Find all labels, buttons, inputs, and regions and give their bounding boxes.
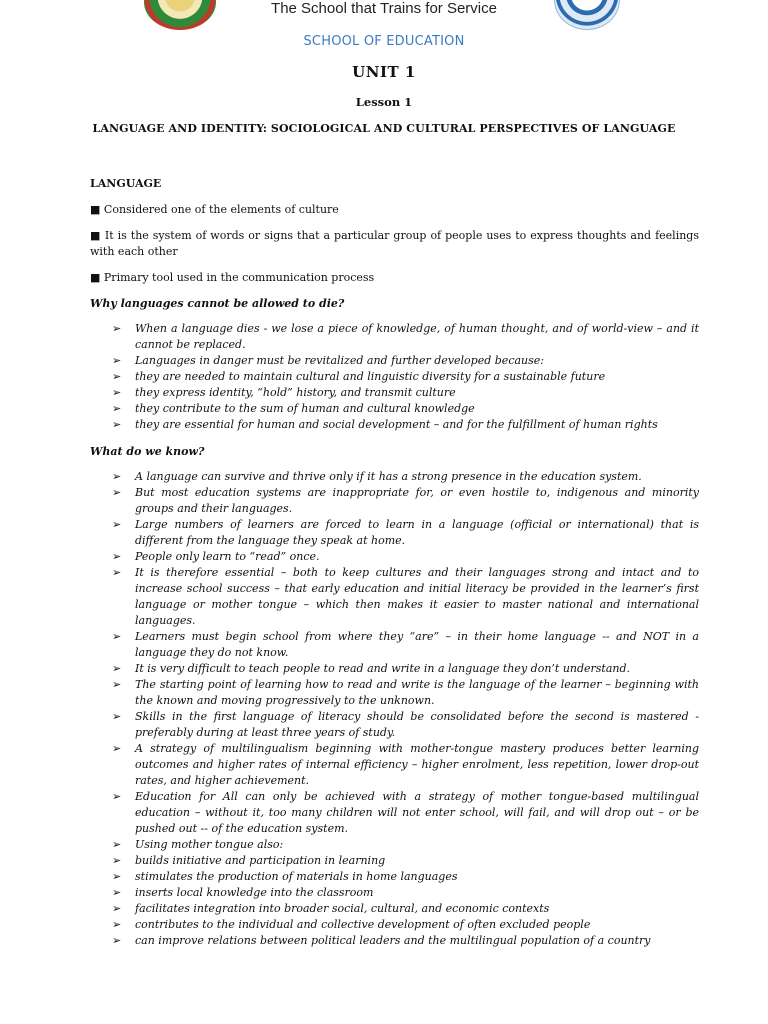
arrow-bullet-icon: ➢ xyxy=(112,838,122,851)
arrow-bullet-icon: ➢ xyxy=(112,486,122,499)
document-body xyxy=(90,176,699,960)
language-point: ■ Considered one of the elements of culture xyxy=(90,203,339,216)
square-bullet-icon: ■ xyxy=(90,271,101,284)
arrow-bullet-icon: ➢ xyxy=(112,322,122,335)
list-item: ➢ It is very difficult to teach people to read and write in a language they don’t understand. xyxy=(112,662,631,675)
arrow-bullet-icon: ➢ xyxy=(112,550,122,563)
arrow-bullet-icon: ➢ xyxy=(112,354,122,367)
arrow-bullet-icon: ➢ xyxy=(112,630,122,643)
arrow-bullet-icon: ➢ xyxy=(112,854,122,867)
list-item: ➢ Education for All can only be achieved with a strategy of mother tongue-based multilingual education – without it, too many children will not enter school, will fail, and will drop out – or be pushed out -- of the education system. xyxy=(112,790,699,835)
lesson-heading: Lesson 1 xyxy=(355,95,413,109)
facts-list xyxy=(90,469,699,949)
arrow-bullet-icon: ➢ xyxy=(112,566,122,579)
arrow-bullet-icon: ➢ xyxy=(112,886,122,899)
question-heading: What do we know? xyxy=(90,445,205,458)
language-point: ■ Primary tool used in the communication process xyxy=(90,271,375,284)
arrow-bullet-icon: ➢ xyxy=(112,934,122,947)
list-item: ➢ A language can survive and thrive only if it has a strong presence in the education system. xyxy=(112,470,642,483)
list-item: ➢ contributes to the individual and collective development of often excluded people xyxy=(112,918,591,931)
document-header xyxy=(0,0,768,32)
arrow-bullet-icon: ➢ xyxy=(112,710,122,723)
square-bullet-icon: ■ xyxy=(90,203,101,216)
arrow-bullet-icon: ➢ xyxy=(112,518,122,531)
list-item: ➢ they are essential for human and social development – and for the fulfillment of human rights xyxy=(112,418,658,431)
school-of-education-logo xyxy=(554,0,620,30)
list-item: ➢ Learners must begin school from where they “are” – in their home language -- and NOT in a language they do not know. xyxy=(112,630,699,659)
list-item: ➢ stimulates the production of materials in home languages xyxy=(112,870,458,883)
arrow-bullet-icon: ➢ xyxy=(112,370,122,383)
list-item: ➢ Languages in danger must be revitalized and further developed because: xyxy=(112,354,544,367)
list-item: ➢ The starting point of learning how to read and write is the language of the learner – beginning with the known and moving progressively to the unknown. xyxy=(112,678,699,707)
list-item: ➢ builds initiative and participation in learning xyxy=(112,854,386,867)
list-item: ➢ A strategy of multilingualism beginning with mother-tongue mastery produces better learning outcomes and higher rates of internal efficiency – higher enrolment, less repetition, lower drop-out rates, and higher achievement. xyxy=(112,742,699,787)
list-item: ➢ People only learn to “read” once. xyxy=(112,550,320,563)
list-item: ➢ facilitates integration into broader social, cultural, and economic contexts xyxy=(112,902,550,915)
list-item: ➢ inserts local knowledge into the classroom xyxy=(112,886,374,899)
unit-heading: UNIT 1 xyxy=(352,63,416,81)
square-bullet-icon: ■ xyxy=(90,229,101,242)
language-point: ■ It is the system of words or signs that a particular group of people uses to express thoughts and feelings with each other xyxy=(90,229,699,258)
school-name: SCHOOL OF EDUCATION xyxy=(303,34,465,49)
list-item: ➢ But most education systems are inappropriate for, or even hostile to, indigenous and minority groups and their languages. xyxy=(112,486,699,515)
school-motto: The School that Trains for Service xyxy=(271,0,497,17)
arrow-bullet-icon: ➢ xyxy=(112,870,122,883)
list-item: ➢ can improve relations between political leaders and the multilingual population of a country xyxy=(112,934,651,947)
arrow-bullet-icon: ➢ xyxy=(112,402,122,415)
arrow-bullet-icon: ➢ xyxy=(112,742,122,755)
list-item: ➢ they contribute to the sum of human and cultural knowledge xyxy=(112,402,475,415)
arrow-bullet-icon: ➢ xyxy=(112,662,122,675)
list-item: ➢ they express identity, “hold” history, and transmit culture xyxy=(112,386,456,399)
arrow-bullet-icon: ➢ xyxy=(112,678,122,691)
list-item: ➢ Large numbers of learners are forced to learn in a language (official or international) that is different from the language they speak at home. xyxy=(112,518,699,547)
reasons-list xyxy=(90,321,699,433)
arrow-bullet-icon: ➢ xyxy=(112,470,122,483)
list-item: ➢ When a language dies - we lose a piece of knowledge, of human thought, and of world-view – and it cannot be replaced. xyxy=(112,322,699,351)
arrow-bullet-icon: ➢ xyxy=(112,790,122,803)
list-item: ➢ It is therefore essential – both to keep cultures and their languages strong and intact and to increase school success – that early education and initial literacy be provided in the learner’s first language or mother tongue – which then makes it easier to master national and international languages. xyxy=(112,566,699,627)
arrow-bullet-icon: ➢ xyxy=(112,902,122,915)
list-item: ➢ Using mother tongue also: xyxy=(112,838,284,851)
section-heading: LANGUAGE xyxy=(90,177,162,190)
question-heading: Why languages cannot be allowed to die? xyxy=(90,297,345,310)
list-item: ➢ they are needed to maintain cultural and linguistic diversity for a sustainable future xyxy=(112,370,606,383)
lesson-title: LANGUAGE AND IDENTITY: SOCIOLOGICAL AND CULTURAL PERSPECTIVES OF LANGUAGE xyxy=(92,122,676,135)
arrow-bullet-icon: ➢ xyxy=(112,918,122,931)
list-item: ➢ Skills in the first language of literacy should be consolidated before the second is mastered - preferably during at least three years of study. xyxy=(112,710,699,739)
arrow-bullet-icon: ➢ xyxy=(112,386,122,399)
arrow-bullet-icon: ➢ xyxy=(112,418,122,431)
